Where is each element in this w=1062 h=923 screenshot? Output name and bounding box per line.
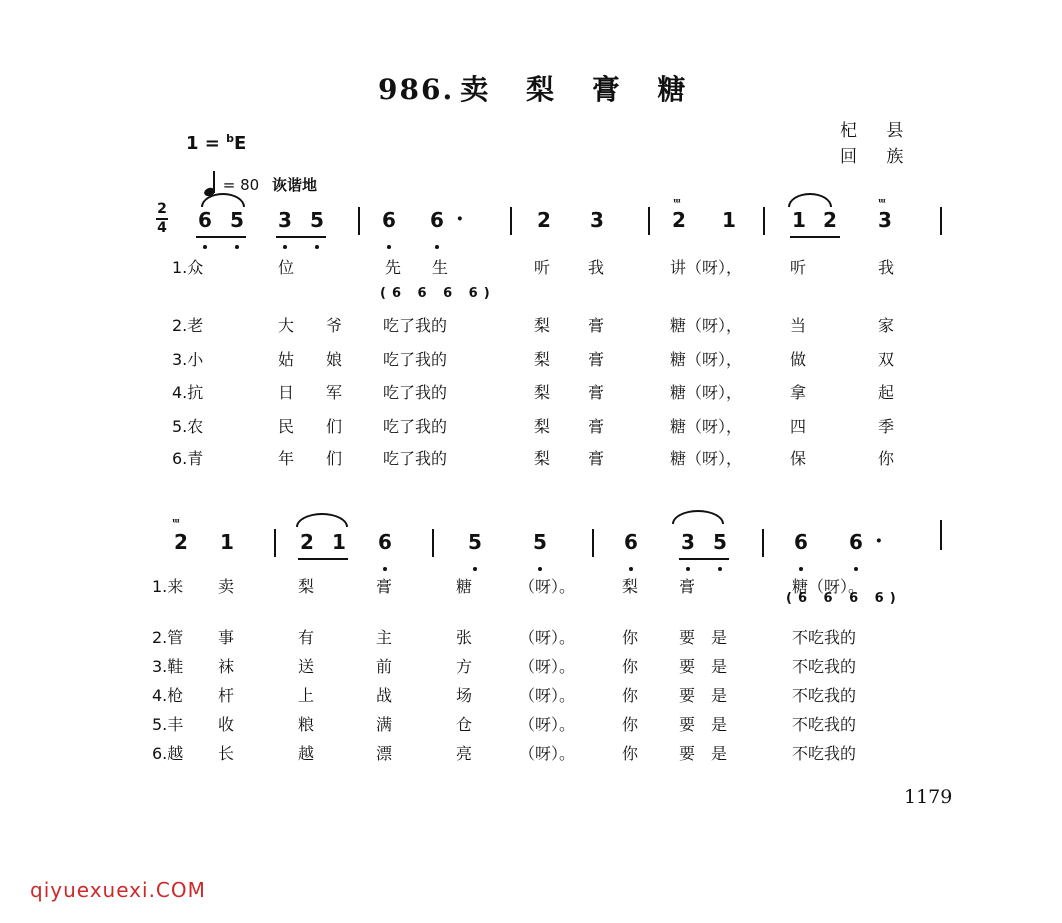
lyric: 仓 bbox=[456, 715, 473, 734]
lyric: 粮 bbox=[298, 715, 315, 734]
lyric: 场 bbox=[456, 686, 473, 705]
mordent-icon: ᵚ bbox=[172, 516, 180, 529]
bar-line bbox=[358, 207, 360, 235]
lyric: 糖（呀）。 bbox=[792, 577, 865, 596]
lyric: 姑 bbox=[278, 350, 295, 369]
lyric: 4.枪 bbox=[152, 686, 184, 705]
bar-line bbox=[592, 529, 594, 557]
lyric: 拿 bbox=[790, 383, 807, 402]
key-prefix: 1 = bbox=[186, 133, 227, 154]
lyric: 杆 bbox=[218, 686, 235, 705]
bar-line bbox=[762, 529, 764, 557]
lyric: 要 bbox=[679, 686, 696, 705]
watermark[interactable]: qiyuexuexi.COM bbox=[30, 878, 206, 902]
lyric: 送 bbox=[298, 657, 315, 676]
lyric: 生 bbox=[432, 258, 449, 277]
lyric: 做 bbox=[790, 350, 807, 369]
lyric: 是 bbox=[711, 715, 728, 734]
note: 2 bbox=[537, 208, 551, 232]
lyric: 糖（呀）， bbox=[670, 383, 743, 402]
lyric: 袜 bbox=[218, 657, 235, 676]
note: 5 bbox=[711, 530, 729, 554]
lyric: 梨 bbox=[298, 577, 315, 596]
note: 5 bbox=[308, 208, 326, 232]
lyric: 糖（呀）， bbox=[670, 316, 743, 335]
key-signature bbox=[186, 132, 246, 154]
slur-mark bbox=[672, 510, 724, 524]
lyric: 漂 bbox=[376, 744, 393, 763]
bar-line bbox=[940, 520, 942, 550]
lyric: 我 bbox=[878, 258, 895, 277]
lyric: 是 bbox=[711, 657, 728, 676]
lyric: 保 bbox=[790, 449, 807, 468]
lyric: 吃了我的 bbox=[383, 316, 448, 335]
beam bbox=[196, 236, 246, 238]
lyric: 膏 bbox=[588, 316, 605, 335]
lyric: 军 bbox=[326, 383, 343, 402]
note: 3 bbox=[590, 208, 604, 232]
duration-dot: · bbox=[875, 528, 883, 554]
lyric: 起 bbox=[878, 383, 895, 402]
lyric: 们 bbox=[326, 417, 343, 436]
lyric: 5.农 bbox=[172, 417, 204, 436]
lyric: 膏 bbox=[588, 417, 605, 436]
lyric: 膏 bbox=[588, 350, 605, 369]
lyric: 收 bbox=[218, 715, 235, 734]
bar-line bbox=[763, 207, 765, 235]
lyric: 你 bbox=[622, 628, 639, 647]
lyric: 我 bbox=[588, 258, 605, 277]
lyric: 主 bbox=[376, 628, 393, 647]
lyric: 战 bbox=[376, 686, 393, 705]
note: 3 bbox=[878, 208, 892, 232]
lyric: 吃了我的 bbox=[383, 383, 448, 402]
lyric: 糖 bbox=[456, 577, 473, 596]
note: 1 bbox=[792, 208, 806, 232]
lyric: （呀）。 bbox=[519, 628, 576, 647]
lyric: 民 bbox=[278, 417, 295, 436]
lyric: 大 bbox=[278, 316, 295, 335]
tempo-expression: 诙谐地 bbox=[272, 176, 318, 194]
lyric: 吃了我的 bbox=[383, 350, 448, 369]
bar-line bbox=[510, 207, 512, 235]
note: 5 bbox=[228, 208, 246, 232]
lyric: 讲（呀）， bbox=[670, 258, 743, 277]
lyric: （呀）。 bbox=[519, 715, 576, 734]
lyric: （呀）。 bbox=[519, 577, 576, 596]
lyric: 先 bbox=[385, 258, 402, 277]
beam bbox=[298, 558, 348, 560]
lyric: 不吃我的 bbox=[792, 715, 857, 734]
lyric: 梨 bbox=[534, 316, 551, 335]
flat-sign: b bbox=[226, 132, 235, 145]
lyric: 你 bbox=[622, 657, 639, 676]
lyric: 你 bbox=[622, 744, 639, 763]
time-signature-bottom: 4 bbox=[157, 220, 167, 236]
lyric: 膏 bbox=[679, 577, 696, 596]
lyric: 亮 bbox=[456, 744, 473, 763]
mordent-icon: ᵚ bbox=[878, 196, 886, 209]
lyric: 季 bbox=[878, 417, 895, 436]
lyric: 上 bbox=[298, 686, 315, 705]
lyric: 越 bbox=[298, 744, 315, 763]
lyric: 梨 bbox=[534, 350, 551, 369]
lyric: 四 bbox=[790, 417, 807, 436]
lyric: 家 bbox=[878, 316, 895, 335]
lyric: 你 bbox=[622, 715, 639, 734]
lyric: 膏 bbox=[588, 449, 605, 468]
bar-line bbox=[274, 529, 276, 557]
note: 6 bbox=[622, 530, 640, 554]
lyric: 不吃我的 bbox=[792, 628, 857, 647]
note: 5 bbox=[531, 530, 549, 554]
lyric: 双 bbox=[878, 350, 895, 369]
lyric: 2.管 bbox=[152, 628, 184, 647]
lyric: 你 bbox=[622, 686, 639, 705]
lyric: 6.越 bbox=[152, 744, 184, 763]
beam bbox=[679, 558, 729, 560]
note: 5 bbox=[466, 530, 484, 554]
lyric: 吃了我的 bbox=[383, 417, 448, 436]
lyric: 要 bbox=[679, 715, 696, 734]
beam bbox=[276, 236, 326, 238]
slur-mark bbox=[296, 513, 348, 527]
note: 2 bbox=[823, 208, 837, 232]
lyric: 3.小 bbox=[172, 350, 204, 369]
note: 6 bbox=[428, 208, 446, 232]
lyric: 要 bbox=[679, 744, 696, 763]
lyric: 梨 bbox=[534, 449, 551, 468]
lyric: 1.来 bbox=[152, 577, 184, 596]
note: 6 bbox=[792, 530, 810, 554]
lyric: 事 bbox=[218, 628, 235, 647]
lyric: （呀）。 bbox=[519, 744, 576, 763]
lyric: 是 bbox=[711, 686, 728, 705]
lyric: 张 bbox=[456, 628, 473, 647]
song-number: 986. bbox=[378, 73, 455, 106]
bar-line bbox=[940, 207, 942, 235]
lyric: （呀）。 bbox=[519, 657, 576, 676]
lyric: 吃了我的 bbox=[383, 449, 448, 468]
location-label: 杞 县 bbox=[840, 121, 916, 141]
note: 2 bbox=[300, 530, 314, 554]
song-name: 卖 梨 膏 糖 bbox=[460, 73, 700, 106]
lyric: 4.抗 bbox=[172, 383, 204, 402]
lyric: 位 bbox=[278, 258, 295, 277]
lyric: 膏 bbox=[376, 577, 393, 596]
note: 6 bbox=[196, 208, 214, 232]
beam bbox=[790, 236, 840, 238]
lyric: 卖 bbox=[218, 577, 235, 596]
lyric: （呀）。 bbox=[519, 686, 576, 705]
key-note: E bbox=[234, 133, 247, 154]
lyric: 2.老 bbox=[172, 316, 204, 335]
note: 2 bbox=[174, 530, 188, 554]
note: 6 bbox=[847, 530, 865, 554]
note: 3 bbox=[276, 208, 294, 232]
lyric: 不吃我的 bbox=[792, 744, 857, 763]
lyric: 方 bbox=[456, 657, 473, 676]
lyric: 们 bbox=[326, 449, 343, 468]
lyric: 糖（呀）， bbox=[670, 449, 743, 468]
bar-line bbox=[432, 529, 434, 557]
lyric: 要 bbox=[679, 657, 696, 676]
lyric: 当 bbox=[790, 316, 807, 335]
note: 1 bbox=[722, 208, 736, 232]
quarter-note-icon bbox=[204, 170, 218, 196]
page-number: 1179 bbox=[904, 786, 953, 808]
lyric: 日 bbox=[278, 383, 295, 402]
lyric: 糖（呀）， bbox=[670, 417, 743, 436]
tempo-value: = 80 bbox=[222, 176, 260, 194]
lyric: 有 bbox=[298, 628, 315, 647]
lyric: 梨 bbox=[534, 417, 551, 436]
lyric: 1.众 bbox=[172, 258, 204, 277]
note: 3 bbox=[679, 530, 697, 554]
lyric: 爷 bbox=[326, 316, 343, 335]
lyric: 听 bbox=[534, 258, 551, 277]
duration-dot: · bbox=[456, 206, 464, 232]
time-signature bbox=[156, 202, 168, 236]
note: 1 bbox=[332, 530, 346, 554]
lyric: 是 bbox=[711, 628, 728, 647]
lyric: 5.丰 bbox=[152, 715, 184, 734]
lyric: 糖（呀）， bbox=[670, 350, 743, 369]
ethnicity-label: 回 族 bbox=[840, 147, 916, 167]
lyric: 满 bbox=[376, 715, 393, 734]
lyric: 梨 bbox=[622, 577, 639, 596]
lyric: 膏 bbox=[588, 383, 605, 402]
note: 6 bbox=[380, 208, 398, 232]
lyric: 3.鞋 bbox=[152, 657, 184, 676]
lyric: 不吃我的 bbox=[792, 686, 857, 705]
lyric: 是 bbox=[711, 744, 728, 763]
lyric: 梨 bbox=[534, 383, 551, 402]
mordent-icon: ᵚ bbox=[673, 196, 681, 209]
alternate-notes: (6 6 6 6) bbox=[786, 591, 902, 606]
lyric: 你 bbox=[878, 449, 895, 468]
alternate-notes: (6 6 6 6) bbox=[380, 286, 496, 301]
lyric: 6.青 bbox=[172, 449, 204, 468]
note: 2 bbox=[672, 208, 686, 232]
lyric: 不吃我的 bbox=[792, 657, 857, 676]
lyric: 要 bbox=[679, 628, 696, 647]
time-signature-top: 2 bbox=[157, 201, 167, 217]
note: 6 bbox=[376, 530, 394, 554]
note: 1 bbox=[220, 530, 234, 554]
lyric: 听 bbox=[790, 258, 807, 277]
lyric: 长 bbox=[218, 744, 235, 763]
bar-line bbox=[648, 207, 650, 235]
lyric: 前 bbox=[376, 657, 393, 676]
page-title bbox=[378, 68, 699, 108]
lyric: 年 bbox=[278, 449, 295, 468]
lyric: 娘 bbox=[326, 350, 343, 369]
slur-mark bbox=[788, 193, 832, 207]
